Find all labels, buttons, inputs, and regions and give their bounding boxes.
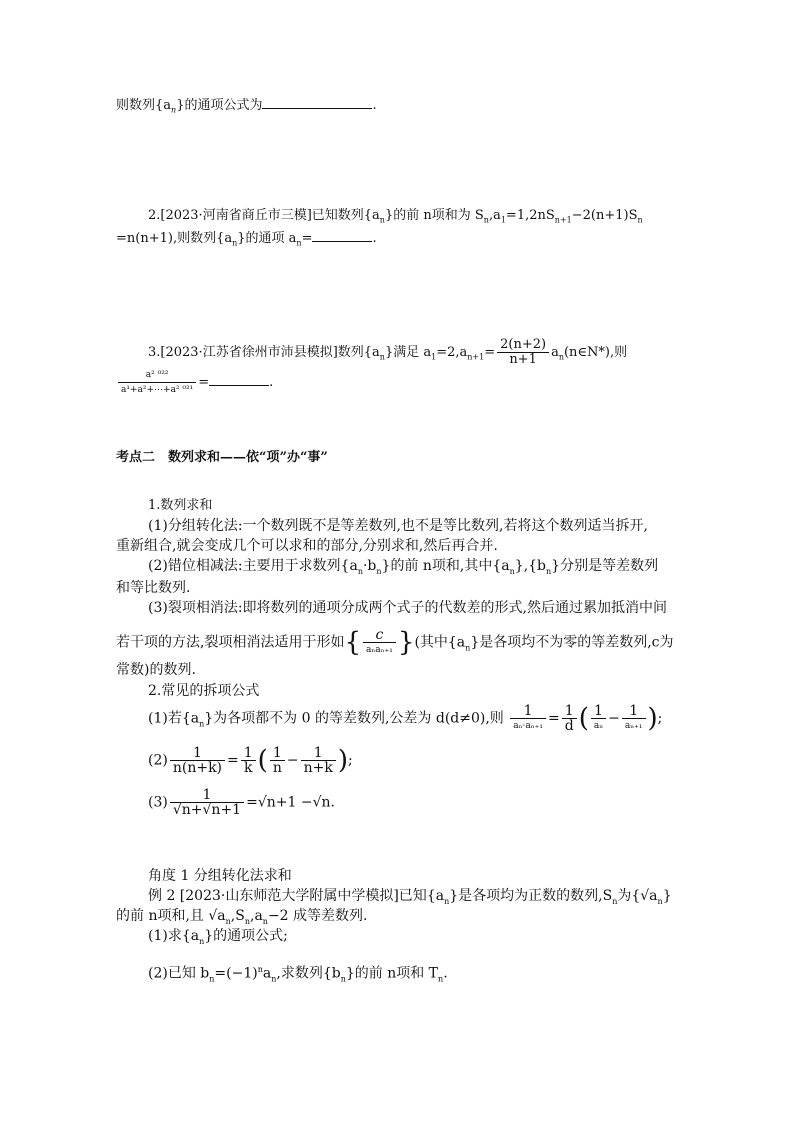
q2-line2: =n(n+1),则数列$\{a_n\}$的通项 $a_n=$ .: [116, 227, 377, 254]
formula: (2) $\frac{1}{n(n+k)}$ = $\frac{1}{k}$ ( $\frac{1}{n}$ − $\frac{1}{n+k}$ );: [148, 745, 353, 776]
paragraph: 重新组合,就会变成几个可以求和的部分,分别求和,然后再合并.: [116, 538, 498, 554]
fraction: $\frac{c}{\text{aₙaₙ₊₁}}$: [363, 628, 396, 657]
heading: 2.常见的拆项公式: [148, 683, 260, 699]
formula: (1)若$\{a_n\}$为各项都不为 0 的等差数列,公差为 d(d≠0),则 $\frac{1}{\text{aₙ·aₙ₊₁}}$ = $\frac{1}{d}$ ( $\frac{1}{\text{aₙ}}$ − $\frac{1}{\text{aₙ₊₁}}$ );: [148, 703, 663, 734]
formula: (3) $\frac{1}{√n+√n+1}$ =√n+1 −√n.: [148, 787, 335, 818]
section-title: 考点二 数列求和——依“项”办“事”: [116, 450, 328, 465]
paragraph: 若干项的方法,裂项相消法适用于形如{ $\frac{c}{\text{aₙaₙ₊₁}}$ }(其中$\{a_n\}$是各项均不为零的等差数列,c为: [116, 627, 674, 658]
paragraph: (3)裂项相消法:即将数列的通项分成两个式子的代数差的形式,然后通过累加抵消中间: [148, 600, 667, 616]
paragraph: 和等比数列.: [116, 580, 191, 596]
fraction: $\frac{2(n+2)}{n+1}$: [497, 338, 549, 367]
paragraph: 常数)的数列.: [116, 662, 196, 678]
subheading: 角度 1 分组转化法求和: [148, 868, 292, 884]
q2-line1: 2.[2023·河南省商丘市三模]已知数列$\{a_n\}$的前 n项和为 $S_n,a_1=1,2nS_{n+1}-2(n+1)S_n$: [148, 208, 643, 225]
answer-blank[interactable]: [262, 94, 372, 109]
paragraph: (1)分组转化法:一个数列既不是等差数列,也不是等比数列,若将这个数列适当拆开,: [148, 518, 648, 534]
answer-blank[interactable]: [209, 371, 269, 386]
example: 的前 n项和,且 $√a_n,S_n,a_n-2$ 成等差数列.: [116, 908, 368, 926]
heading: 1.数列求和: [148, 498, 213, 513]
example: 例 2 [2023·山东师范大学附属中学模拟]已知$\{a_n\}$是各项均为正数的数列$,S_n$为$\{√a_n\}$: [148, 888, 672, 906]
question: (1)求$\{a_n\}$的通项公式;: [148, 928, 288, 946]
paragraph: (2)错位相减法:主要用于求数列$\{a_n\cdot b_n\}$的前 n项和,其中$\{a_n\},\{b_n\}$分别是等差数列: [148, 558, 659, 576]
fraction: $\frac{\text{a² ⁰²²}}{\text{a¹+a²+⋯+a² ⁰²¹}}$: [118, 368, 196, 397]
question: (2)已知 $b_n=(-1)^na_n$,求数列$\{b_n\}$的前 n项和 $T_n$.: [148, 965, 448, 984]
answer-blank[interactable]: [312, 227, 372, 242]
q3-line2: $\frac{\text{a² ⁰²²}}{\text{a¹+a²+⋯+a² ⁰²¹}}$ = .: [116, 368, 273, 397]
q3-line1: 3.[2023·江苏省徐州市沛县模拟]数列$\{a_n\}$满足 $a_1=2,a_{n+1}=$ $\frac{2(n+2)}{n+1}$ $a_n(n\in N*)$,则: [148, 337, 628, 367]
q1-tail: 则数列$\{a_n\}$的通项公式为 .: [116, 94, 377, 121]
